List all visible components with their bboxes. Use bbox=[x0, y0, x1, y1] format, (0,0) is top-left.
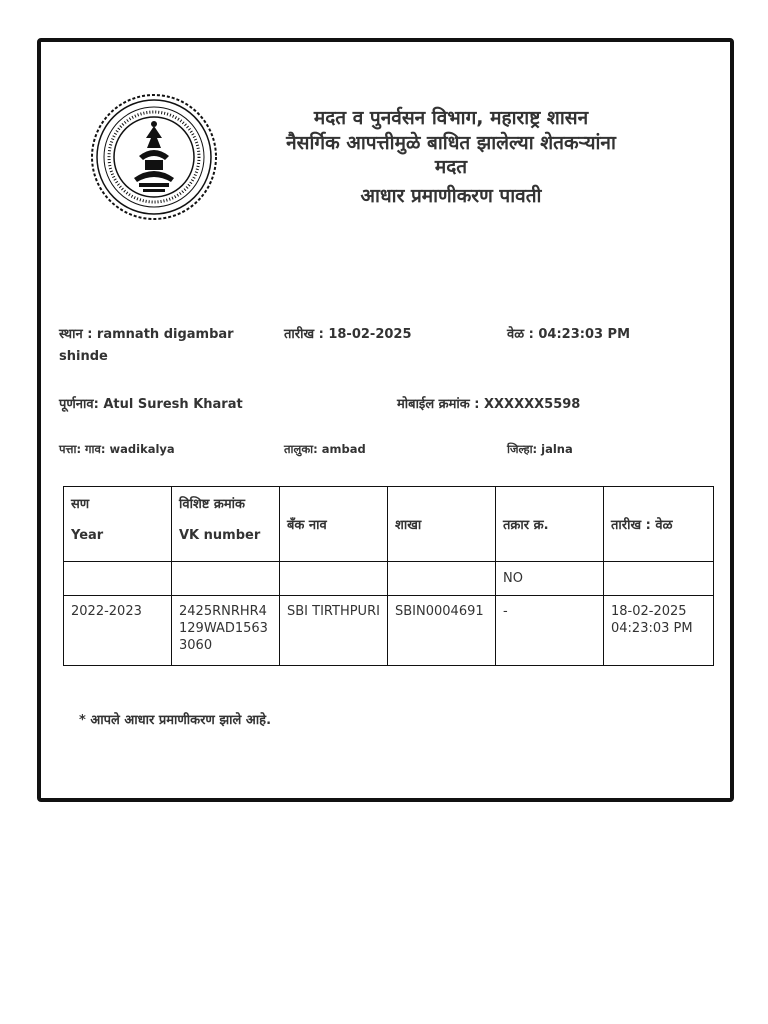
table-cell bbox=[388, 562, 496, 596]
fullname-field: पूर्णनाव: Atul Suresh Kharat bbox=[59, 397, 243, 412]
table-cell: NO bbox=[496, 562, 604, 596]
date-field: तारीख : 18-02-2025 bbox=[284, 327, 412, 342]
table-cell bbox=[172, 562, 280, 596]
header-year: सण Year bbox=[64, 487, 172, 562]
receipt-card bbox=[37, 38, 734, 802]
confirmation-note: * आपले आधार प्रमाणीकरण झाले आहे. bbox=[79, 713, 272, 728]
header-branch: शाखा bbox=[388, 487, 496, 562]
scheme-title: नैसर्गिक आपत्तीमुळे बाधित झालेल्या शेतकऱ्यांना bbox=[286, 131, 616, 154]
address-field: पत्ता: गाव: wadikalya bbox=[59, 442, 175, 456]
receipt-title: आधार प्रमाणीकरण पावती bbox=[360, 185, 542, 208]
table-cell: SBI TIRTHPURI bbox=[280, 596, 388, 666]
table-cell: - bbox=[496, 596, 604, 666]
table-cell: 2425RNRHR4129WAD15633060 bbox=[172, 596, 280, 666]
scheme-title-cont: मदत bbox=[434, 156, 468, 179]
table-row bbox=[64, 562, 714, 596]
time-field: वेळ : 04:23:03 PM bbox=[507, 327, 631, 342]
table-cell bbox=[280, 562, 388, 596]
mobile-field: मोबाईल क्रमांक : XXXXXX5598 bbox=[397, 397, 581, 412]
taluka-field: तालुका: ambad bbox=[284, 442, 366, 456]
department-title: मदत व पुनर्वसन विभाग, महाराष्ट्र शासन bbox=[313, 107, 589, 129]
table-cell: 18-02-2025 04:23:03 PM bbox=[604, 596, 714, 666]
table-header-row bbox=[64, 487, 714, 562]
maharashtra-seal-icon bbox=[89, 86, 219, 228]
district-field: जिल्हा: jalna bbox=[507, 442, 573, 456]
header-block bbox=[241, 106, 661, 209]
header-datetime: तारीख : वेळ bbox=[604, 487, 714, 562]
place-field: स्थान : ramnath digambar shinde bbox=[59, 327, 234, 364]
header-complaint: तक्रार क्र. bbox=[496, 487, 604, 562]
table-cell bbox=[604, 562, 714, 596]
details-table bbox=[63, 486, 714, 666]
header-bank: बँक नाव bbox=[280, 487, 388, 562]
table-cell: SBIN0004691 bbox=[388, 596, 496, 666]
table-row bbox=[64, 596, 714, 666]
table-cell bbox=[64, 562, 172, 596]
table-cell: 2022-2023 bbox=[64, 596, 172, 666]
header-vk-number: विशिष्ट क्रमांक VK number bbox=[172, 487, 280, 562]
